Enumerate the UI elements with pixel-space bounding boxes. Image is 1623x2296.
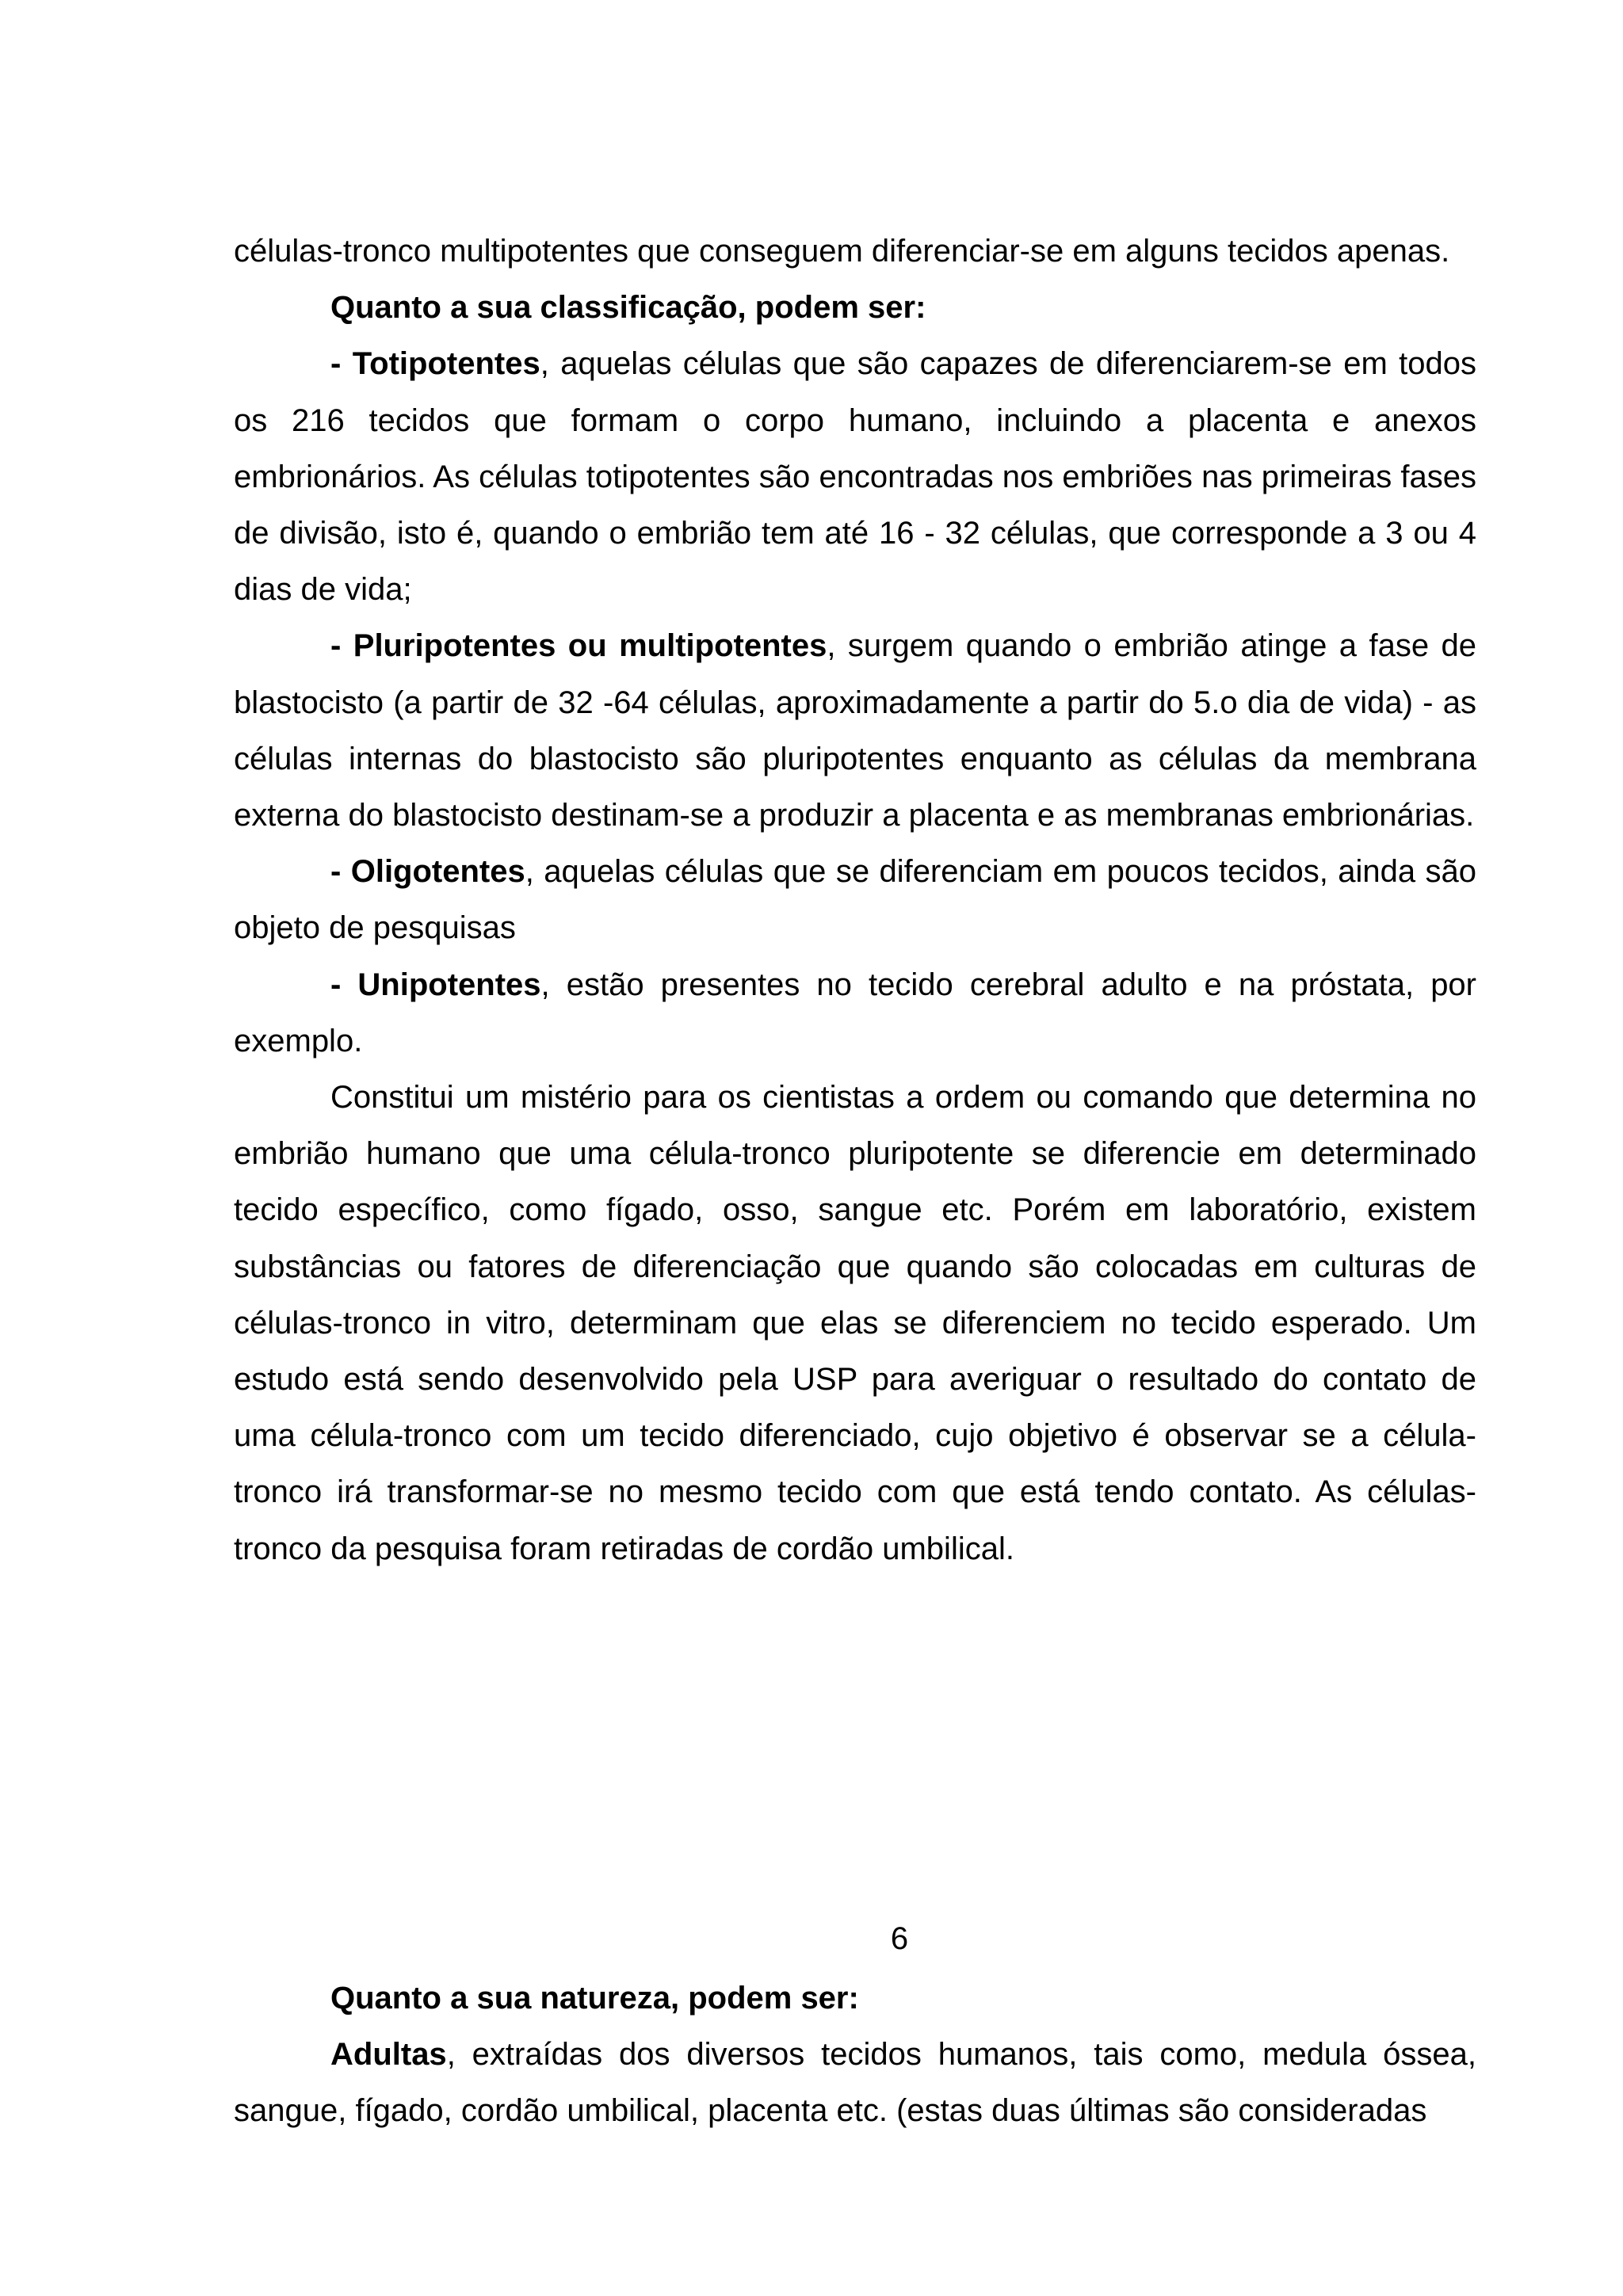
- oligotentes-text: , aquelas células que se diferenciam em poucos tecidos, ainda são objeto de pesquisas: [234, 854, 1477, 946]
- pluripotentes-paragraph: [234, 618, 1476, 844]
- unipotentes-paragraph: [234, 957, 1476, 1070]
- unipotentes-term: - Unipotentes: [330, 967, 541, 1002]
- body-text-top: [234, 223, 1476, 1577]
- body-text-bottom: [234, 1970, 1476, 2140]
- totipotentes-text: , aquelas células que são capazes de diferenciarem-se em todos os 216 tecidos que formam o corpo humano, incluindo a placenta e anexos embrionários. As células totipotentes são encontradas nos embriões nas primeiras fases de divisão, isto é, quando o embrião tem até 16 - 32 células, que corresponde a 3 ou 4 dias de vida;: [234, 346, 1477, 608]
- adultas-term: Adultas: [330, 2037, 447, 2073]
- oligotentes-paragraph: [234, 844, 1476, 956]
- adultas-text: , extraídas dos diversos tecidos humanos, tais como, medula óssea, sangue, fígado, cordão umbilical, placenta etc. (estas duas últimas são consideradas: [234, 2037, 1476, 2129]
- adultas-paragraph: [234, 2027, 1476, 2139]
- unipotentes-text: , estão presentes no tecido cerebral adulto e na próstata, por exemplo.: [234, 967, 1477, 1058]
- nature-heading: Quanto a sua natureza, podem ser:: [330, 1981, 859, 2016]
- totipotentes-paragraph: [234, 336, 1476, 618]
- pluripotentes-text: , surgem quando o embrião atinge a fase de blastocisto (a partir de 32 -64 células, aproximadamente a partir do 5.o dia de vida) - as células internas do blastocisto são pluripotentes enquanto as células da membrana externa do blastocisto destinam-se a produzir a placenta e as membranas embrionárias.: [234, 628, 1477, 833]
- pluripotentes-term: - Pluripotentes ou multipotentes: [330, 628, 827, 664]
- classification-heading: Quanto a sua classificação, podem ser:: [330, 290, 926, 326]
- closing-paragraph: Constitui um mistério para os cientistas a ordem ou comando que determina no embrião humano que uma célula-tronco pluripotente se diferencie em determinado tecido específico, como fígado, osso, sangue etc. Porém em laboratório, existem substâncias ou fatores de diferenciação que quando são colocadas em culturas de células-tronco in vitro, determinam que elas se diferenciem no tecido esperado. Um estudo está sendo desenvolvido pela USP para averiguar o resultado do contato de uma célula-tronco com um tecido diferenciado, cujo objetivo é observar se a célula-tronco irá transformar-se no mesmo tecido com que está tendo contato. As células-tronco da pesquisa foram retiradas de cordão umbilical.: [234, 1080, 1476, 1566]
- totipotentes-term: - Totipotentes: [330, 346, 540, 382]
- intro-continuation-paragraph: células-tronco multipotentes que conseguem diferenciar-se em alguns tecidos apenas.: [234, 234, 1450, 269]
- oligotentes-term: - Oligotentes: [330, 854, 525, 890]
- page-number: 6: [890, 1921, 909, 1956]
